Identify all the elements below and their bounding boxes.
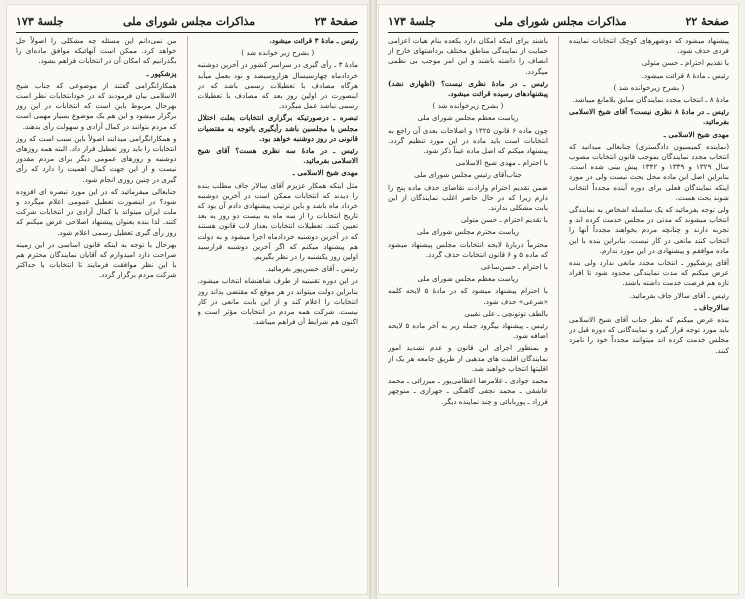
paragraph: رئیس ـ مادهٔ ۸ قرائت میشود. (641, 70, 729, 80)
paragraph: مثل اینکه همکار عزیزم آقای سالار جاف مطلب بنده را دیدند که انتخابات ممکن است در آخرین دوشنبه خرداد ماه باشد و باین ترتیب پیشنهادی دادم آن بود که تاریخ انتخابات را از سه ماه به بیست دو روز به بعد تعیین کنند. تعطیلات انتخابات بعداز لاب قانون هستند که در آخرین دوشنبه خردادماه اجرا میشود و به دولت هم پیشنهاد میکنم که اگر آخرین دوشنبه فرارسید اولین روز یکشنبه را در نظر بگیریم. (197, 180, 358, 262)
text-column-right (198, 36, 359, 587)
page-number: صفحهٔ ۲۳ (314, 14, 358, 28)
header-title: مذاکرات مجلس شورای ملی (123, 14, 256, 28)
paragraph: بنده عرض میکنم که نظر جناب آقای شیخ الاسلامی باید مورد توجه قرار گیرد و نمایندگانی که دوره قبل در مجلس خدمت کرده اند میتوانند مجدداً خود را نامزد کنند. (569, 315, 729, 355)
paragraph: جناب‌آقای رئیس مجلس شورای ملی (414, 170, 522, 180)
page-number: صفحهٔ ۲۲ (685, 14, 729, 28)
paragraph: و بمنظور اجرای این قانون و عدم تشدید امور نمایندگان اقلیت های مذهبی از طریق جامعه هر یک از اقلیتها انتخاب خواهند شد. (388, 343, 548, 373)
paragraph: رئیس ـ آقای سالار جاف بفرمائید. (629, 290, 729, 300)
paragraph: رئیس ـ در مادهٔ سه نظری هست؟ آقای شیخ الاسلامی بفرمائید. (197, 146, 358, 166)
paragraph: در این دوره تقنینیه از طرف شاهنشاه انتخاب میشود. بنابراین دولت میتواند در هر موقع که مقتضی بداند روز انتخابات را اعلام کند و از این بابت مانعی در کار نیست. شرکت همه مردم در انتخابات مؤثر است و اکنون هم شرایط آن فراهم میباشد. (197, 276, 358, 327)
paragraph: ریاست معظم مجلس شورای ملی (417, 113, 519, 123)
paragraph: بالطف توتونچی ـ علی نقیبی (464, 308, 548, 318)
paragraph: مادهٔ ۸ ـ انتخاب مجدد نمایندگان سابق بلامانع میباشد. (572, 95, 729, 105)
paragraph: رئیس ـ مادهٔ ۳ قرائت میشود. (269, 36, 358, 45)
text-column-right (569, 36, 729, 587)
text-column-left (388, 36, 548, 587)
column-divider (558, 36, 559, 587)
paragraph: مهدی شیخ الاسلامی ـ (292, 168, 358, 178)
paragraph: ضمن تقدیم احترام وارادت تقاضای حذف ماده پنج را دارم زیرا که در حال حاضر اغلب نمایندگان از این بابت مشکلی ندارند. (388, 182, 548, 213)
paragraph: جنابعالی میفرمائید که در این مورد تبصره ای افزوده شود؟ در اینصورت تعطیل عمومی اعلام میگردد و ملت ایران میتواند با کمال آزادی در انتخابات شرکت کنند. لذا بنده بعنوان پیشنهاد اصلاحی عرض میکنم که روز رأی گیری تعطیل رسمی اعلام شود. (16, 186, 177, 237)
paragraph: ( بشرح زیر خوانده شد ) (241, 48, 315, 58)
page-header (388, 10, 729, 33)
paragraph: محمد جوادی ـ غلامرضا اعظامی‌پور ـ میرزائی ـ محمد عاشقی ـ محمد نجفی گاهنگی ـ جهرازی ـ منوچهر فرزاد ـ پوربابائی و چند نماینده دیگر. (388, 376, 548, 406)
page-23 (6, 4, 368, 595)
paragraph: و همکارانگرامی میدانند اصولاً باین سبب است که روز انتخابات را باید روز تعطیل قرار داد. البته همه روزهای دوشنبه و روزهای عمومی دیگر برای مردم مقدور نیست و از این جهت کمال اهمیت را دارد که رأی گیری در چنین روزی انجام شود. (16, 133, 177, 184)
paragraph: ریاست معظم مجلس شورای ملی (417, 274, 519, 284)
paragraph: با احترام ـ مهدی شیخ الاسلامی (455, 158, 548, 168)
text-columns (388, 36, 729, 587)
page-header (16, 10, 358, 33)
paragraph: ( بشرح زیرخوانده شد ) (613, 82, 685, 92)
paragraph: رئیس ـ آقای حسن‌پور بفرمائید. (265, 264, 358, 274)
paragraph: ولی توجه بفرمائید که یک سلسله اشخاص به نمایندگی انتخاب میشوند که مدتی در مجلس خدمت کرده اند و تجربه دارند و چنانچه مردم بخواهند مجدداً آنها را انتخاب کنند مانعی در کار نیست. بنابراین بنده با این ماده موافقم و پیشنهادی در این مورد ندارم. (569, 205, 729, 255)
paragraph: آقای پزشکپور ـ انتخاب مجدد مانعی ندارد ولی بنده عرض میکنم که مدت نمایندگی محدود شود تا افراد تازه هم فرصت خدمت داشته باشند. (569, 258, 729, 288)
page-22 (378, 4, 739, 595)
column-divider (187, 36, 188, 587)
paragraph: با احترام ـ حسن‌ساعی (481, 262, 548, 272)
session-number: جلسهٔ ۱۷۳ (388, 14, 436, 28)
paragraph: رئیس ـ در مادهٔ نظری نیست؟ (اظهاری نشد) پیشنهادهای رسیده قرائت میشود. (388, 78, 548, 99)
session-number: جلسهٔ ۱۷۳ (16, 14, 64, 28)
paragraph: رئیس ـ در مادهٔ ۸ نظری نیست؟ آقای شیخ الاسلامی بفرمائید. (569, 107, 729, 127)
paragraph: ( بشرح زیرخوانده شد ) (432, 101, 504, 111)
paragraph: تبصره ـ درصورتیکه برگزاری انتخابات بعلت اختلال مجلس یا مجلسین باشد رأیگیری باتوجه به مقتضیات قانونی در روز دوشنبه خواهد بود. (197, 113, 358, 143)
book-spine (369, 0, 377, 599)
header-title: مذاکرات مجلس شورای ملی (494, 14, 627, 28)
text-column-left (16, 36, 177, 587)
paragraph: پیشنهاد میشود که دوشهرهای کوچک انتخابات نماینده فردی حذف شود. (569, 36, 729, 56)
paragraph: چون ماده ۶ قانون ۱۳۲۵ و اصلاحات بعدی آن راجع به انتخابات است باید ماده در این مورد تنظیم گردد. پیشنهاد میکنم که اصل ماده عیناً ذکر شود. (388, 125, 548, 156)
paragraph: مادهٔ ۳ ـ رأی گیری در سراسر کشور در آخرین دوشنبه خردادماه چهارسیسال هزاروسیصد و نود بعمل میآید هرگاه مصادف با تعطیلات رسمی باشد که در اینصورت در اولین روز بعد که مصادف با تعطیلات رسمی نباشد عمل میگردد. (197, 60, 358, 111)
paragraph: محترماً دربارهٔ لایحه انتخابات مجلس پیشنهاد میشود که ماده ۵ و ۶ قانون انتخابات حذف گردد. (388, 239, 548, 259)
paragraph: با تقدیم احترام ـ حسن متولی (641, 58, 729, 68)
paragraph: مهدی شیخ الاسلامی ـ (663, 129, 729, 139)
paragraph: رئیس ـ پیشنهاد بیگرود جمله زیر به آخر ماده ۵ لایحه اضافه شود. (388, 321, 548, 341)
paragraph: با احترام پیشنهاد میشود که در مادهٔ ۵ لایحه کلمه «شرعی» حذف شود. (388, 286, 548, 306)
paragraph: سالارجاف ـ (694, 302, 729, 312)
paragraph: ریاست محترم مجلس شورای ملی (416, 227, 520, 237)
paragraph: همکارانگرامی گفتند از موضوعی که جناب شیخ الاسلامی بیان فرمودند که در خودانتخابات نظر است بهرحال مربوط باین است که انتخابات در این روز برگزار میشود و این هم یک موضوع بسیار مهمی است که مردم بتوانند در کمال آزادی و سهولت رأی بدهند. (16, 80, 177, 131)
paragraph: من نمی‌دانم این مسئله چه مشکلی را اصولاً حل خواهد کرد. ممکن است آنهائیکه موافق ماده‌ای را بگذرانیم که امکان آن در انتخابات فراهم بشود. (16, 36, 177, 66)
paragraph: باشند برای اینکه امکان دارد یکعده بنام هیات اعزامی حمایت از نمایندگی مناطق مختلف برداشتهای خارج از انصاف را داشته باشند و این امر موجب بی نظمی میگردد. (388, 36, 548, 76)
paragraph: (نماینده کمیسیون دادگستری) جنابعالی میدانید که انتخاب مجدد نمایندگان بموجب قانون انتخابات مصوب سال ۱۳۲۹ و ۱۳۳۹ و ۱۳۴۲ پیش بینی شده است. بنابراین اصل این ماده محل بحث نیست ولی در مورد اینکه نمایندگان فعلی برای دوره آینده مجدداً انتخاب شوند بحث هست. (569, 141, 729, 202)
text-columns (16, 36, 358, 587)
paragraph: با تقدیم احترام ـ حسن متولی (460, 215, 548, 225)
paragraph: بهرحال با توجه به اینکه قانون اساسی در این زمینه صراحت دارد امیدوارم که آقایان نمایندگان محترم هم با این نظر موافقت فرمایند تا انتخابات با حداکثر شرکت مردم برگزار گردد. (16, 239, 177, 280)
paragraph: پزشکپور ـ (146, 68, 177, 78)
